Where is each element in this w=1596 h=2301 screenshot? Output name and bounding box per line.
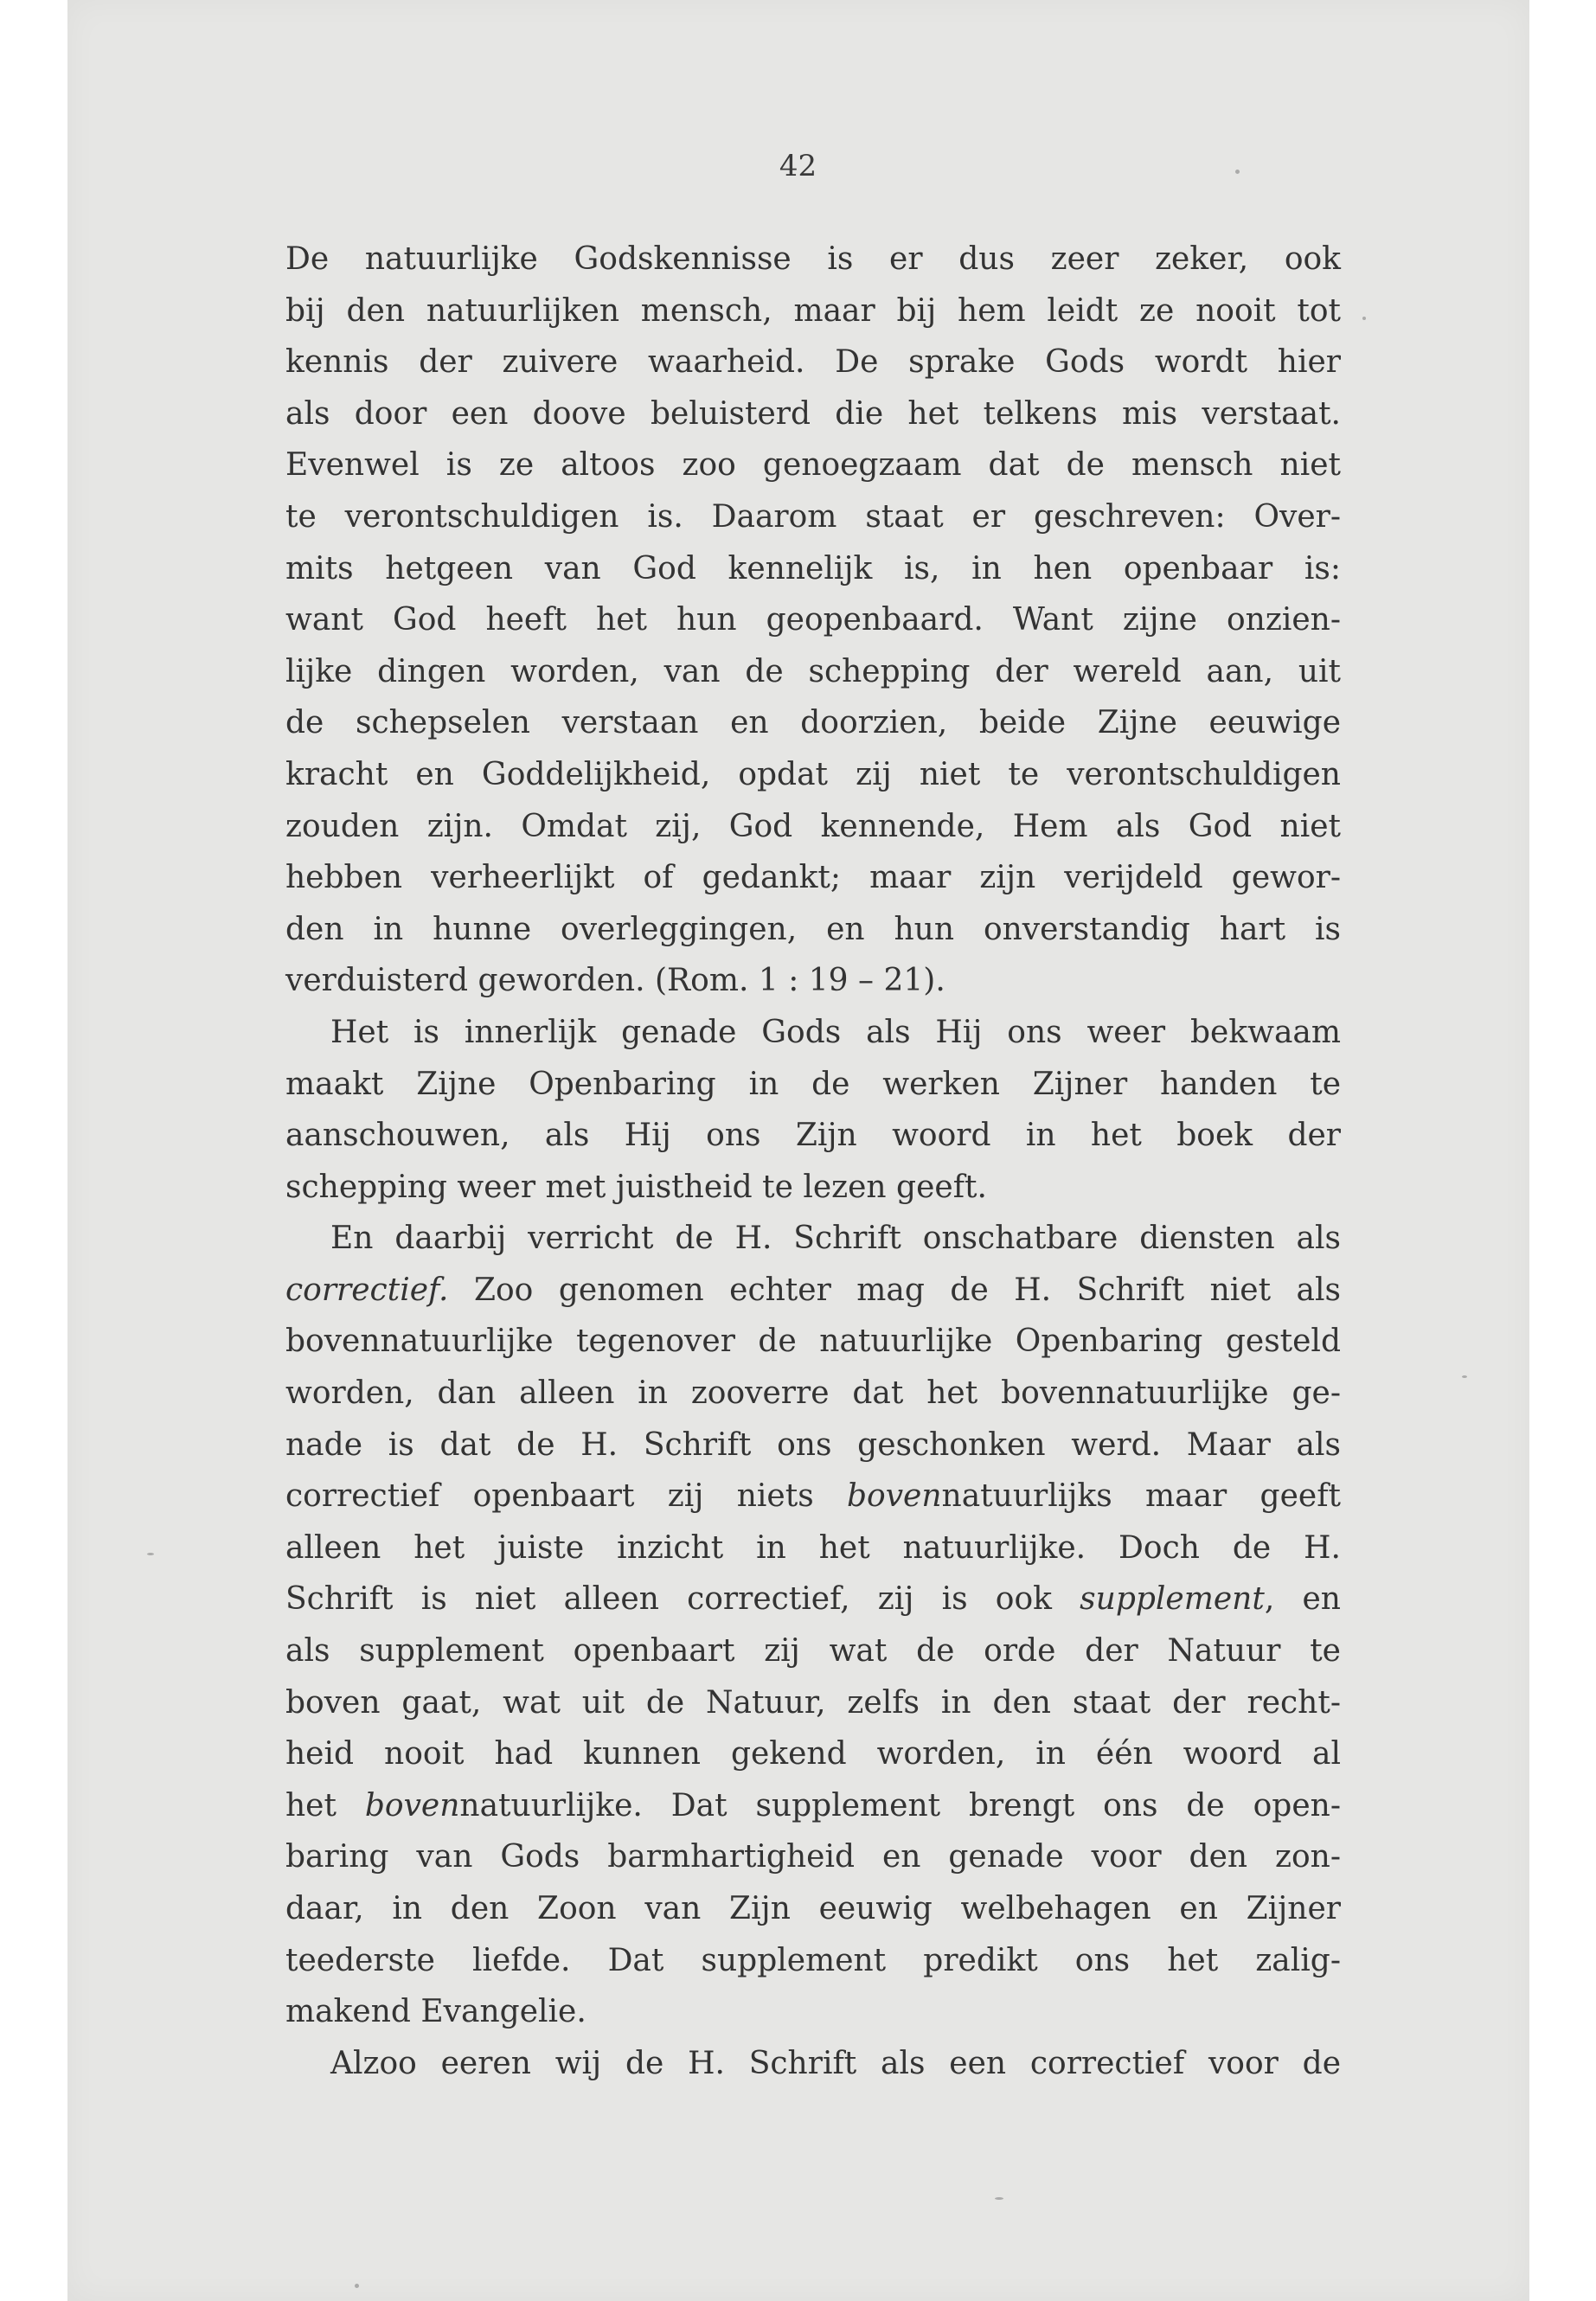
scan-speck: [1462, 1375, 1467, 1378]
text-line: als supplement openbaart zij wat de orde der Natuur te: [285, 1633, 1341, 1670]
text-line: maakt Zijne Openbaring in de werken Zijner handen te: [285, 1066, 1341, 1102]
text-line: baring van Gods barmhartigheid en genade voor den zon-: [285, 1839, 1341, 1875]
text-line: Alzoo eeren wij de H. Schrift als een correctief voor de: [330, 2045, 1341, 2081]
text-line: te verontschuldigen is. Daarom staat er geschreven: Over-: [285, 498, 1341, 535]
italic-term: boven: [846, 1478, 942, 1515]
text-line: aanschouwen, als Hij ons Zijn woord in het boek der: [285, 1118, 1341, 1154]
text-line: verduisterd geworden. (Rom. 1 : 19 – 21).: [285, 963, 945, 999]
text-line: [285, 1574, 1341, 1625]
text-line: den in hunne overleggingen, en hun onverstandig hart is: [285, 911, 1341, 947]
text-line: bovennatuurlijke tegenover de natuurlijke Openbaring gesteld: [285, 1324, 1341, 1360]
italic-term: supplement: [1080, 1581, 1265, 1618]
text-line: boven gaat, wat uit de Natuur, zelfs in den staat der recht-: [285, 1684, 1341, 1721]
text-line: nade is dat de H. Schrift ons geschonken werd. Maar als: [285, 1426, 1341, 1463]
italic-term: boven: [364, 1787, 460, 1823]
text-line: lijke dingen worden, van de schepping der wereld aan, uit: [285, 653, 1341, 689]
text-line: kracht en Goddelijkheid, opdat zij niet te verontschuldigen: [285, 756, 1341, 792]
text-line: [285, 1780, 1341, 1832]
text-run: natuurlijks maar geeft: [941, 1478, 1342, 1515]
text-run: natuurlijke. Dat supplement brengt ons de open-: [459, 1787, 1341, 1823]
text-line: schepping weer met juistheid te lezen geeft.: [285, 1169, 987, 1205]
text-line: mits hetgeen van God kennelijk is, in hen openbaar is:: [285, 550, 1341, 586]
text-line: [285, 1265, 1341, 1317]
italic-term: correctief.: [285, 1272, 449, 1308]
text-line: daar, in den Zoon van Zijn eeuwig welbehagen en Zijner: [285, 1891, 1341, 1926]
text-line: want God heeft het hun geopenbaard. Want zijne onzien-: [285, 602, 1341, 638]
text-run: Zoo genomen echter mag de H. Schrift niet als: [448, 1272, 1341, 1308]
text-line: als door een doove beluisterd die het telkens mis verstaat.: [285, 395, 1341, 432]
text-run: correctief openbaart zij niets: [285, 1478, 847, 1515]
scan-speck: [147, 1553, 154, 1555]
text-line: kennis der zuivere waarheid. De sprake Gods wordt hier: [285, 344, 1341, 381]
scan-speck: [995, 2197, 1003, 2200]
text-line: alleen het juiste inzicht in het natuurlijke. Doch de H.: [285, 1529, 1341, 1566]
text-line: worden, dan alleen in zooverre dat het bovennatuurlijke ge-: [285, 1375, 1341, 1412]
text-line: Het is innerlijk genade Gods als Hij ons weer bekwaam: [330, 1014, 1341, 1050]
scan-speck: [1235, 170, 1240, 174]
text-run: Schrift is niet alleen correctief, zij is ook: [285, 1581, 1080, 1618]
text-run: het: [285, 1787, 365, 1823]
scan-speck: [355, 2284, 359, 2288]
text-line: makend Evangelie.: [285, 1994, 586, 2030]
text-line: [285, 1471, 1341, 1522]
text-line: De natuurlijke Godskennisse is er dus zeer zeker, ook: [285, 241, 1341, 277]
text-run: , en: [1264, 1581, 1341, 1618]
text-line: Evenwel is ze altoos zoo genoegzaam dat de mensch niet: [285, 447, 1341, 484]
text-line: hebben verheerlijkt of gedankt; maar zijn verijdeld gewor-: [285, 860, 1341, 896]
text-line: En daarbij verricht de H. Schrift onschatbare diensten als: [330, 1221, 1341, 1257]
body-text: [285, 234, 1341, 2089]
text-line: teederste liefde. Dat supplement predikt ons het zalig-: [285, 1942, 1341, 1978]
text-line: zouden zijn. Omdat zij, God kennende, Hem als God niet: [285, 808, 1341, 844]
scan-speck: [1362, 317, 1366, 320]
text-line: bij den natuurlijken mensch, maar bij hem leidt ze nooit tot: [285, 292, 1341, 329]
page-number: 42: [779, 149, 817, 183]
text-line: de schepselen verstaan en doorzien, beide Zijne eeuwige: [285, 705, 1341, 741]
text-line: heid nooit had kunnen gekend worden, in één woord al: [285, 1736, 1341, 1772]
